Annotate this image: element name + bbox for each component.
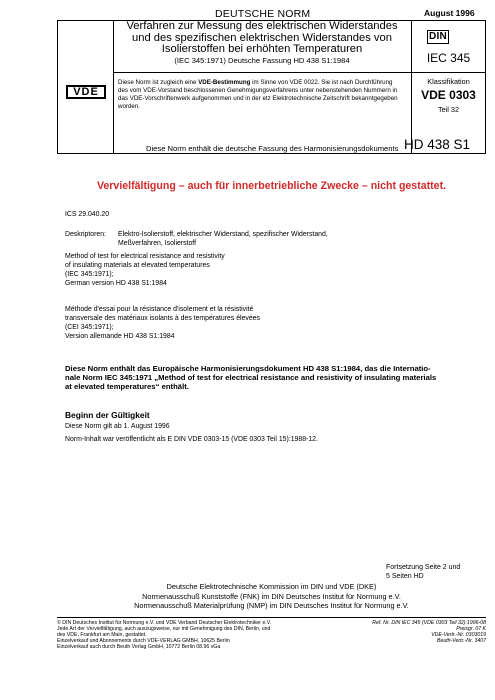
committee-line-3: Normenausschuß Materialprüfung (NMP) im DIN Deutsches Institut für Normung e.V. — [134, 601, 409, 610]
din-logo: DIN — [428, 31, 448, 42]
footer-right-line-2: Preisgr. 07 K — [456, 626, 486, 633]
footer-left-line-3: des VDE, Frankfurt am Main, gestattet. — [57, 632, 147, 639]
statement-line-2: nale Norm IEC 345:1971 „Method of test for electrical resistance and resistivity of insulating materials — [65, 373, 437, 382]
reproduction-warning: Vervielfältigung – auch für innerbetriebliche Zwecke – nicht gestattet. — [96, 180, 447, 192]
validity-start: Diese Norm gilt ab 1. August 1996 — [65, 423, 170, 430]
footer-right-line-3: VDE-Vertr.-Nr. 0303019 — [431, 632, 486, 639]
reference-footer — [360, 620, 486, 644]
committee-block — [57, 582, 486, 611]
hd-code: HD 438 S1 — [404, 137, 471, 152]
validity-heading: Beginn der Gültigkeit — [65, 410, 150, 420]
french-line-1: Méthode d'essai pour la résistance d'isolement et la résistivité — [65, 306, 254, 313]
english-line-3: (IEC 345:1971); — [65, 270, 114, 278]
iec-number: IEC 345 — [426, 51, 471, 65]
hd-note: Diese Norm enthält die deutsche Fassung des Harmonisierungsdokuments — [146, 144, 399, 153]
notice-bold: VDE-Bestimmung — [198, 79, 251, 86]
committee-line-1: Deutsche Elektrotechnische Kommission im DIN und VDE (DKE) — [166, 582, 377, 591]
continuation-line-2: 5 Seiten HD — [386, 573, 424, 580]
french-line-4: Version allemande HD 438 S1:1984 — [65, 332, 175, 340]
publication-date: August 1996 — [424, 8, 475, 18]
descriptors-label: Deskriptoren: — [65, 231, 106, 238]
copyright-footer — [57, 620, 357, 650]
descriptors-line-1: Elektro-Isolierstoff, elektrischer Widerstand, spezifischer Widerstand, — [118, 231, 328, 238]
statement-line-1: Diese Norm enthält das Europäische Harmonisierungsdokument HD 438 S1:1984, das die Internatio- — [65, 364, 431, 373]
english-line-4: German version HD 438 S1:1984 — [65, 279, 167, 287]
frame-divider-right — [411, 20, 412, 154]
descriptors-text — [118, 231, 328, 249]
continuation-line-1: Fortsetzung Seite 2 und — [386, 564, 461, 571]
title-line-2: und des spezifischen elektrischen Widerstandes von — [132, 31, 392, 44]
french-title — [65, 306, 260, 342]
descriptors-line-2: Meßverfahren, Isolierstoff — [118, 239, 196, 247]
footer-left-line-4: Einzelverkauf und Abonnements durch VDE-VERLAG GMBH, 10625 Berlin — [57, 638, 230, 645]
frame-divider-horizontal — [113, 72, 486, 73]
footer-left-line-2: Jede Art der Vervielfältigung, auch auszugsweise, nur mit Genehmigung des DIN, Berlin, und — [57, 626, 271, 633]
document-title — [114, 21, 410, 65]
classification-code: VDE 0303 — [421, 88, 476, 102]
harmonization-statement — [65, 364, 485, 391]
french-line-3: (CEI 345:1971); — [65, 323, 114, 331]
statement-line-3: at elevated temperatures“ enthält. — [65, 382, 189, 391]
previous-publication: Norm-Inhalt war veröffentlicht als E DIN VDE 0303-15 (VDE 0303 Teil 15):1988-12. — [65, 436, 318, 443]
vde-notice — [118, 79, 404, 111]
french-line-2: transversale des matériaux isolants à des températures élevées — [65, 314, 260, 322]
vde-logo: VDE — [66, 85, 106, 99]
ics-code: ICS 29.040.20 — [65, 211, 110, 218]
notice-text-1: Diese Norm ist zugleich eine — [118, 79, 199, 86]
footer-rule — [57, 617, 486, 618]
english-line-1: Method of test for electrical resistance and resistivity — [65, 253, 225, 260]
document-type-label: DEUTSCHE NORM — [215, 8, 311, 20]
footer-right-line-4: Beuth-Vertr.-Nr. 3407 — [436, 638, 486, 645]
english-line-2: of insulating materials at elevated temperatures — [65, 261, 210, 269]
classification-label: Klassifikation — [427, 77, 470, 86]
footer-left-line-5: Einzelverkauf auch durch Beuth Verlag GmbH, 10772 Berlin 08.96 vGa — [57, 644, 221, 651]
title-line-1: Verfahren zur Messung des elektrischen Widerstandes — [126, 20, 398, 32]
footer-right-line-1: Ref. Nr. DIN IEC 345 (VDE 0303 Teil 32):1996-08 — [372, 620, 486, 626]
classification-part: Teil 32 — [437, 105, 460, 114]
title-line-3: Isolierstoffen bei erhöhten Temperaturen — [161, 43, 363, 56]
notice-text-2: im Sinne von VDE 0022. Sie ist nach Durchführung des vom VDE-Vorstand beschlossenen Genehmigungsverfahrens unter nebenstehenden Nummern in das VDE-Vorschriftenwerk aufgenommen und in der etz Elektrotechnische Zeitschrift bekanntgegeben worden. — [118, 79, 398, 110]
committee-line-2: Normenausschuß Kunststoffe (FNK) im DIN Deutsches Institut für Normung e.V. — [142, 591, 401, 601]
footer-left-line-1: © DIN Deutsches Institut für Normung e.V. und VDE Verband Deutscher Elektrotechniker e.V. — [57, 620, 272, 626]
title-subline: (IEC 345:1971) Deutsche Fassung HD 438 S1:1984 — [174, 55, 350, 65]
english-title — [65, 253, 225, 289]
continuation-note — [386, 563, 460, 581]
